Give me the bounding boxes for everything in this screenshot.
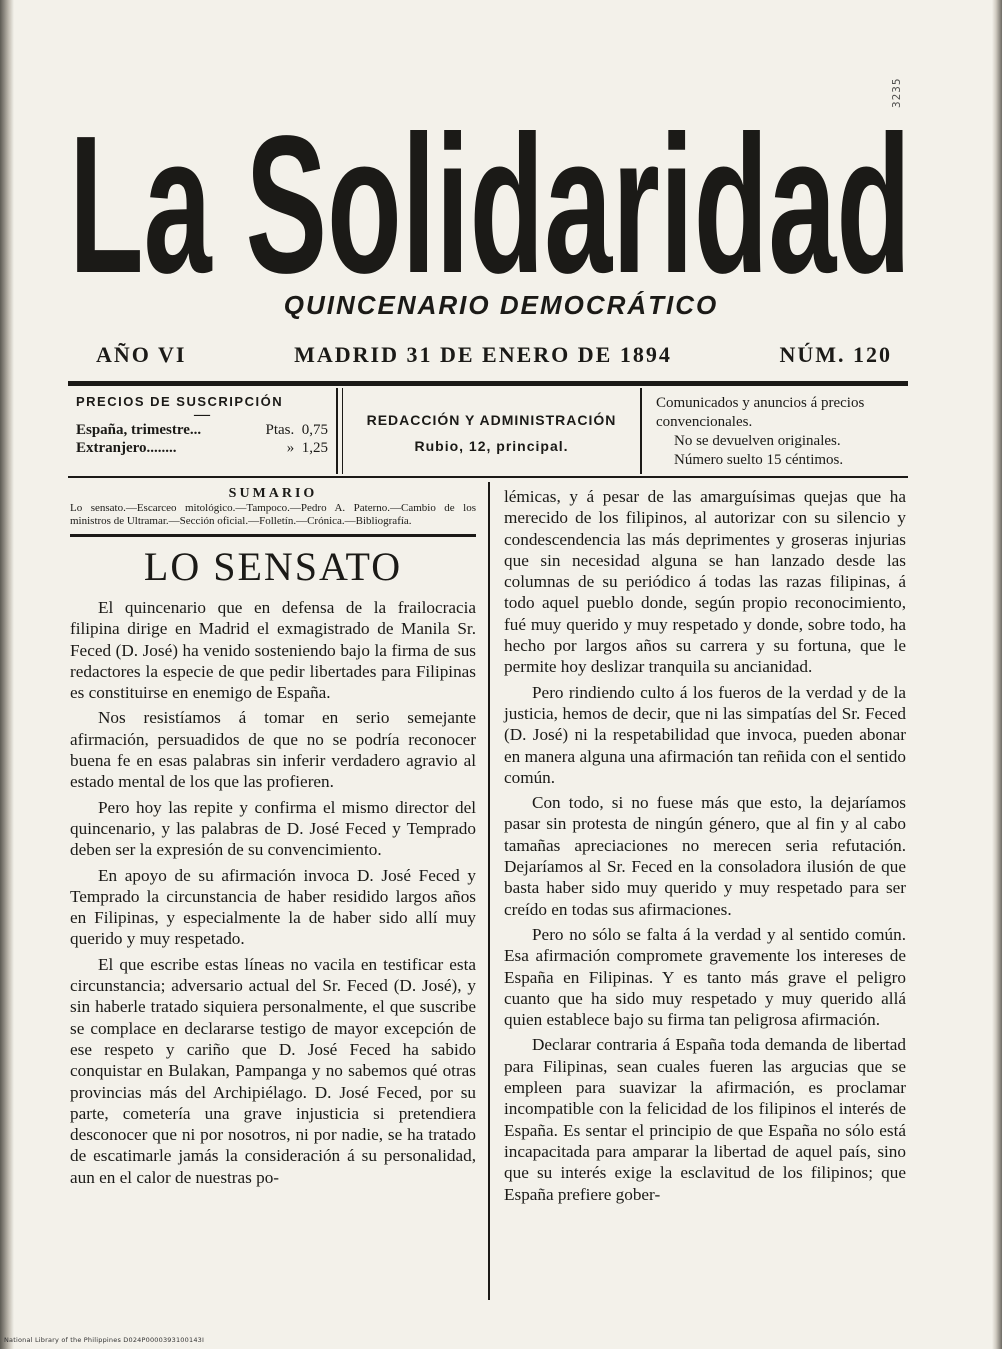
article-paragraph: Nos resistíamos á tomar en serio semejante afirmación, persuadidos de que no se podría reconocer buena fe en esas palabras sin inferir verdadero agravio al estado mental de los que las profieren. xyxy=(70,708,476,792)
office-address: Rubio, 12, principal. xyxy=(414,438,569,454)
notice-line: Comunicados y anuncios á precios convencionales. xyxy=(656,395,865,430)
scan-edge-right xyxy=(992,0,1002,1349)
issue-date: MADRID 31 DE ENERO DE 1894 xyxy=(294,342,672,367)
article-paragraph: Declarar contraria á España toda demanda de libertad para Filipinas, sean cuales fueren las argucias que se empleen para suavizar la afirmación, es proclamar incompatible con la felicidad de los filipinos el interés de España. Es sentar el principio de que España no sólo está incapacitada para amparar la libertad de aquel país, sino que su interés exige la esclavitud de los filipinos; que España prefiere gober- xyxy=(504,1035,906,1204)
subscription-title: PRECIOS DE SUSCRIPCIÓN xyxy=(76,394,284,409)
price-row xyxy=(76,421,328,439)
article-paragraph: El quincenario que en defensa de la frailocracia filipina dirige en Madrid el exmagistrado de Manila Sr. Feced (D. José) ha venido sosteniendo bajo la firma de sus redactores la especie de que pedir libertades para Filipinas es constituirse en enemigo de España. xyxy=(70,598,476,703)
price-value: 1,25 xyxy=(301,440,328,456)
article-paragraph: Pero hoy las repite y confirma el mismo director del quincenario, y las palabras de D. José Feced y Temprado deben ser la expresión de su convencimiento. xyxy=(70,797,476,860)
sumario-title: SUMARIO xyxy=(228,486,318,501)
subscription-box xyxy=(68,388,338,474)
price-unit: » xyxy=(286,440,295,456)
column-right xyxy=(504,486,906,1205)
article-paragraph: Con todo, si no fuese más que esto, la dejaríamos pasar sin protesta de ningún género, que al fin y al cabo tamañas apreciaciones no merecen seria refutación. Dejaríamos al Sr. Feced en la consoladora ilusión de que basta haber sido muy querido y muy respetado para ser creído en todas sus afirmaciones. xyxy=(504,793,906,919)
notice-line: No se devuelven originales. xyxy=(674,433,841,449)
price-label: España, trimestre... xyxy=(76,422,202,438)
price-row xyxy=(76,439,328,457)
notice-line: Número suelto 15 céntimos. xyxy=(674,452,844,468)
office-title: REDACCIÓN Y ADMINISTRACIÓN xyxy=(366,412,617,428)
issue-number: NÚM. 120 xyxy=(779,342,892,367)
article-title: LO SENSATO xyxy=(143,544,403,589)
article-paragraph: En apoyo de su afirmación invoca D. José Feced y Temprado la circunstancia de haber residido largos años en Filipinas, y especialmente la de haber sido allí muy querido y muy respetado. xyxy=(70,865,476,949)
column-left xyxy=(70,486,476,1188)
price-label: Extranjero........ xyxy=(76,440,177,456)
sumario-text: Lo sensato.—Escarceo mitológico.—Tampoco.—Pedro A. Paterno.—Cambio de los ministros de Ultramar.—Sección oficial.—Folletín.—Crónica.—Bibliografía. xyxy=(70,502,476,527)
subscription-dash: — xyxy=(194,406,210,423)
column-divider xyxy=(488,482,490,1300)
article-paragraph: Pero rindiendo culto á los fueros de la verdad y de la justicia, hemos de decir, que ni las simpatías del Sr. Feced (D. José) ni la respetabilidad que invoca, pueden abonar en manera alguna una afirmación tan reñida con el sentido común. xyxy=(504,682,906,787)
price-unit: Ptas. xyxy=(265,422,295,438)
article-paragraph: lémicas, y á pesar de las amarguísimas quejas que ha merecido de los filipinos, al autorizar con su silencio y condescendencia las más deprimentes y groseras injurias que sin necesidad alguna se han lanzado desde las columnas de su periódico á todas las razas filipinas, á todo aquel pueblo donde, según propio reconocimiento, fué muy querido y muy respetado y donde, sobre todo, ha hecho por largos años su carrera y su fortuna, que le permite hoy deslizar tranquila su ancianidad. xyxy=(504,487,906,677)
archive-credit: National Library of the Philippines D024P0000393100143I xyxy=(4,1336,205,1344)
header-rule-top xyxy=(68,381,908,386)
article-paragraph: Pero no sólo se falta á la verdad y al sentido común. Esa afirmación compromete gravemente los intereses de España en Filipinas. Y es tanto más grave el peligro cuanto que ha sido muy respetado y muy querido allá quien establece bajo su firma tan peligrosa afirmación. xyxy=(504,924,906,1030)
catalog-stamp: 3235 xyxy=(890,77,903,109)
notice-box xyxy=(642,388,908,474)
article-paragraph: El que escribe estas líneas no vacila en testificar esta circunstancia; adversario actual del Sr. Feced (D. José), y sin haberle tratado siquiera personalmente, el que suscribe se complace en declararse testigo de mayor excepción de ese respeto y cariño que D. José Feced ha sabido conquistar en Bulakan, Pampanga y no sabemos qué otras provincias más del Archipiélago. D. José Feced, por su parte, cometería una grave injusticia si pretendiera desconocer que ni por nosotros, ni por nadie, se ha tratado de escatimarle jamás la consideración á su personalidad, aun en el calor de nuestras po- xyxy=(70,954,476,1187)
sumario-rule xyxy=(70,534,476,537)
masthead xyxy=(60,50,920,290)
masthead-subtitle: QUINCENARIO DEMOCRÁTICO xyxy=(283,290,719,320)
info-boxes xyxy=(68,388,908,474)
scan-edge-left xyxy=(0,0,14,1349)
masthead-logo xyxy=(60,50,920,290)
price-value: 0,75 xyxy=(301,422,328,438)
dateline xyxy=(96,342,892,376)
office-box xyxy=(342,388,642,474)
masthead-title: La Solidaridad xyxy=(69,95,911,290)
header-rule-bottom xyxy=(68,476,908,478)
year-label: AÑO VI xyxy=(96,342,187,367)
